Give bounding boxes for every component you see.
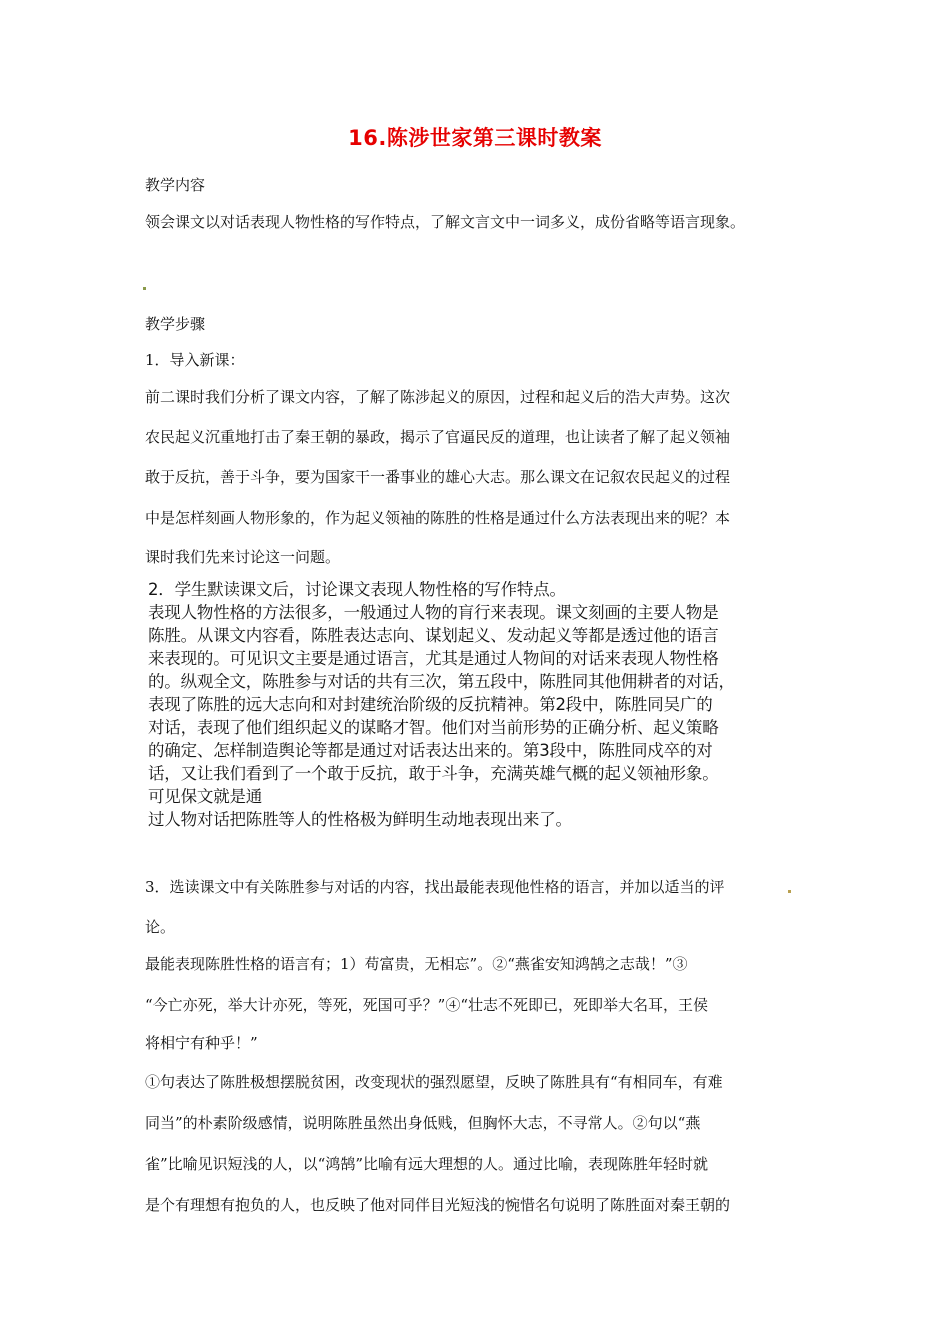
step3-line: 同当”的朴素阶级感情，说明陈胜虽然出身低贱，但胸怀大志，不寻常人。②句以“燕 [145, 1114, 701, 1132]
step3-line: 将相宁有种乎！” [145, 1034, 258, 1052]
step1-line: 敢于反抗，善于斗争，要为国家干一番事业的雄心大志。那么课文在记叙农民起义的过程 [145, 468, 731, 486]
stray-dot [788, 890, 791, 893]
step2-line: 过人物对话把陈胜等人的性格极为鲜明生动地表现出来了。 [148, 810, 572, 829]
step1-line: 农民起义沉重地打击了秦王朝的暴政，揭示了官逼民反的道理，也让读者了解了起义领袖 [145, 428, 731, 446]
page-title: 16.陈涉世家第三课时教案 [348, 126, 602, 150]
step2-line: 的。纵观全文，陈胜参与对话的共有三次，第五段中，陈胜同其他佣耕者的对话， [148, 672, 735, 691]
step2-line: 话，又让我们看到了一个敢于反抗，敢于斗争，充满英雄气概的起义领袖形象。 [148, 764, 719, 783]
step3-line: 论。 [145, 918, 176, 936]
step2-line: 的确定、怎样制造舆论等都是通过对话表达出来的。第3段中，陈胜同戍卒的对 [148, 741, 713, 760]
step1-line: 前二课时我们分析了课文内容，了解了陈涉起义的原因，过程和起义后的浩大声势。这次 [145, 388, 731, 406]
step3-line: 最能表现陈胜性格的语言有；1）苟富贵，无相忘”。②“燕雀安知鸿鹄之志哉！”③ [145, 955, 688, 973]
scanned-paragraph [148, 578, 808, 831]
step2-line: 表现人物性格的方法很多，一般通过人物的肓行来表现。课文刻画的主要人物是 [148, 603, 719, 622]
step3-line: “今亡亦死，举大计亦死，等死，死国可乎？”④“壮志不死即已，死即举大名耳，王侯 [145, 996, 709, 1014]
content-heading: 教学内容 [145, 176, 206, 194]
step2-line: 对话，表现了他们组织起义的谋略才智。他们对当前形势的正确分析、起义策略 [148, 718, 719, 737]
stray-dot [143, 287, 146, 290]
step1-line: 课时我们先来讨论这一问题。 [145, 548, 341, 566]
step3-line: 3．选读课文中有关陈胜参与对话的内容，找出最能表现他性格的语言，并加以适当的评 [145, 878, 725, 896]
content-text: 领会课文以对话表现人物性格的写作特点，了解文言文中一词多义，成份省略等语言现象。 [145, 213, 746, 231]
step2-line: 陈胜。从课文内容看，陈胜表达志向、谋划起义、发动起义等都是透过他的语言 [148, 626, 719, 645]
step2-line: 可见保文就是通 [148, 787, 263, 806]
step3-line: ①句表达了陈胜极想摆脱贫困，改变现状的强烈愿望，反映了陈胜具有“有相同车，有难 [145, 1073, 723, 1091]
steps-heading: 教学步骤 [145, 315, 206, 333]
step2-line: 来表现的。可见识文主要是通过语言，尤其是通过人物间的对话来表现人物性格 [148, 649, 719, 668]
step3-line: 是个有理想有抱负的人，也反映了他对同伴目光短浅的惋惜名句说明了陈胜面对秦王朝的 [145, 1196, 731, 1214]
step1-line: 中是怎样刻画人物形象的，作为起义领袖的陈胜的性格是通过什么方法表现出来的呢？本 [145, 509, 731, 527]
step2-line: 表现了陈胜的远大志向和对封建统治阶级的反抗精神。第2段中，陈胜同吴广的 [148, 695, 713, 714]
step2-line: 2．学生默读课文后，讨论课文表现人物性格的写作特点。 [148, 580, 566, 599]
step1-heading: 1．导入新课： [145, 351, 245, 369]
step3-line: 雀”比喻见识短浅的人，以“鸿鹄”比喻有远大理想的人。通过比喻，表现陈胜年轻时就 [145, 1155, 709, 1173]
